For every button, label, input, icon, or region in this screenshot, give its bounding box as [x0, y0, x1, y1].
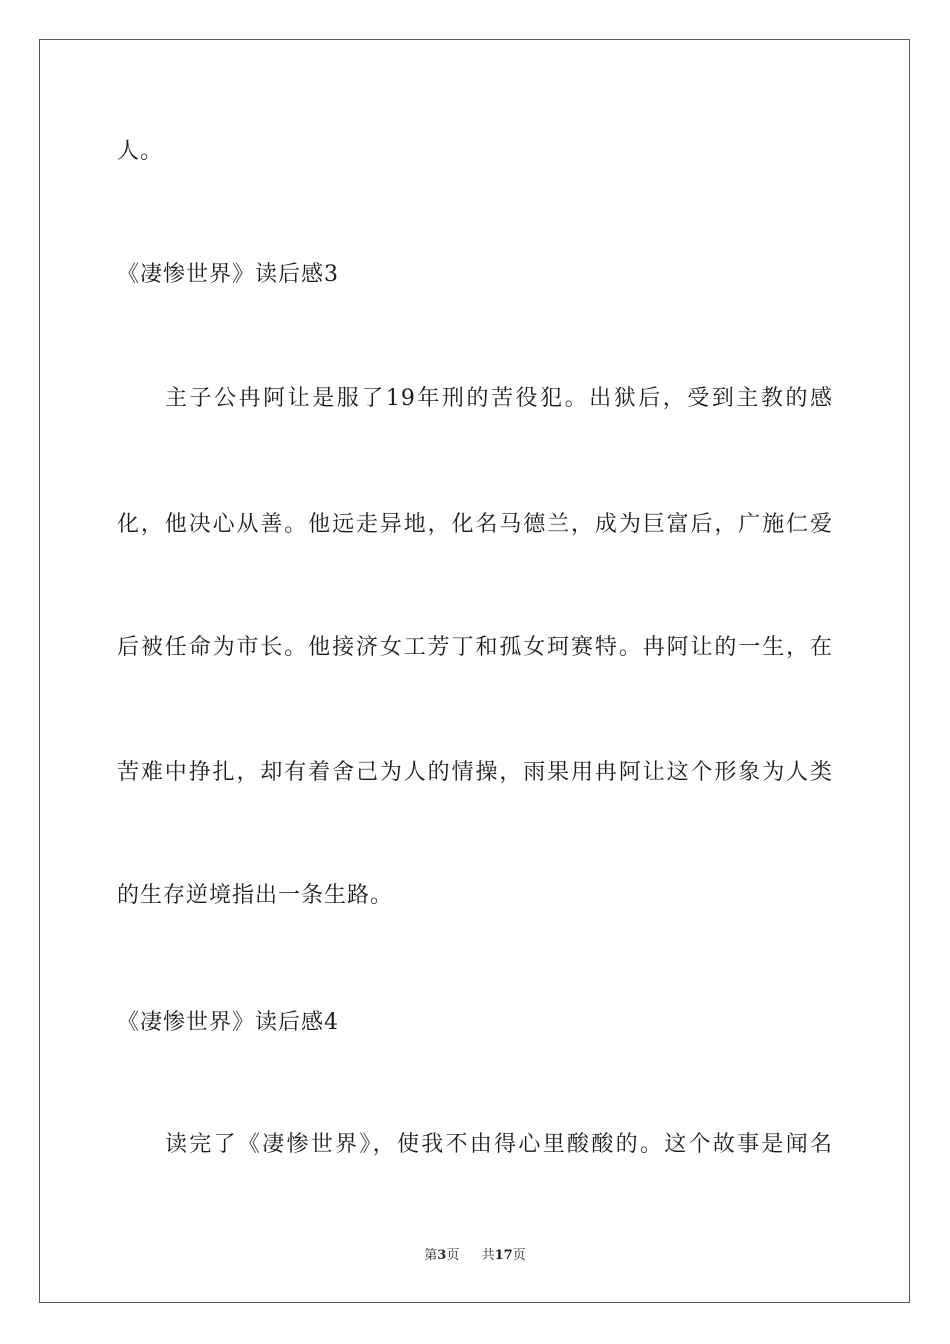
footer-page-prefix: 第 — [424, 1248, 438, 1263]
paragraph-1-line-2: 化，他决心从善。他远走异地，化名马德兰，成为巨富后，广施仁爱 — [117, 512, 833, 537]
paragraph-1-line-5: 的生存逆境指出一条生路。 — [117, 883, 394, 908]
paragraph-1-line-4: 苦难中挣扎，却有着舍己为人的情操，雨果用冉阿让这个形象为人类 — [117, 760, 833, 785]
page-border — [39, 39, 910, 1303]
paragraph-1-line-1: 主子公冉阿让是服了19年刑的苦役犯。出狱后，受到主教的感 — [165, 386, 833, 411]
page-footer — [0, 1246, 950, 1266]
footer-total-prefix: 共 — [481, 1248, 495, 1263]
section-heading-3: 《凄惨世界》读后感3 — [117, 262, 339, 287]
text-line-continuation: 人。 — [117, 139, 164, 164]
footer-total-pages: 17 — [494, 1248, 513, 1263]
footer-total-suffix: 页 — [512, 1248, 526, 1263]
section-heading-4: 《凄惨世界》读后感4 — [117, 1010, 339, 1035]
footer-page-suffix: 页 — [446, 1248, 460, 1263]
paragraph-1-line-3: 后被任命为市长。他接济女工芳丁和孤女珂赛特。冉阿让的一生，在 — [117, 635, 833, 660]
paragraph-2-line-1: 读完了《凄惨世界》，使我不由得心里酸酸的。这个故事是闻名 — [165, 1132, 833, 1157]
footer-page-number: 3 — [437, 1248, 447, 1263]
